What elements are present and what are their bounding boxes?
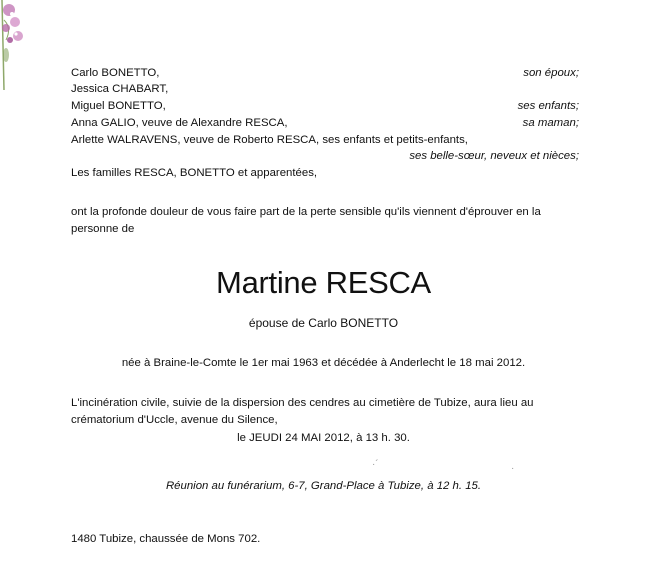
family-name-3: Miguel BONETTO, [71,100,166,112]
meeting-line: Réunion au funérarium, 6-7, Grand-Place à Tubize, à 12 h. 15. [165,480,482,492]
deceased-name: Martine RESCA [216,265,431,300]
family-name-4: Anna GALIO, veuve de Alexandre RESCA, [71,117,288,129]
dates-line: née à Braine-le-Comte le 1er mai 1963 et décédée à Anderlecht le 18 mai 2012. [121,357,526,369]
speck: ·´ [372,459,379,470]
address-line: 1480 Tubize, chaussée de Mons 702. [71,533,261,545]
speck-2: · [511,463,515,474]
family-relation-1: son époux; [523,67,579,79]
family-name-2: Jessica CHABART, [71,83,169,95]
ceremony-date: le JEUDI 24 MAI 2012, à 13 h. 30. [237,432,410,444]
ceremony-line-1: L'incinération civile, suivie de la dispersion des cendres au cimetière de Tubize, aura lieu au [71,397,534,409]
intro-line-2: personne de [71,223,135,235]
spouse-line: épouse de Carlo BONETTO [248,316,399,330]
family-relation-3: ses enfants; [517,100,579,112]
family-name-7: Les familles RESCA, BONETTO et apparentées, [71,167,318,179]
family-relation-6: ses belle-sœur, neveux et nièces; [409,150,579,162]
family-name-1: Carlo BONETTO, [71,67,160,79]
ceremony-line-2: crématorium d'Uccle, avenue du Silence, [71,414,278,426]
intro-line-1: ont la profonde douleur de vous faire part de la perte sensible qu'ils viennent d'éprouver en la [71,206,541,218]
family-relation-4: sa maman; [522,117,579,129]
family-name-5: Arlette WALRAVENS, veuve de Roberto RESCA, ses enfants et petits-enfants, [71,134,468,146]
flower-decoration [0,0,30,90]
